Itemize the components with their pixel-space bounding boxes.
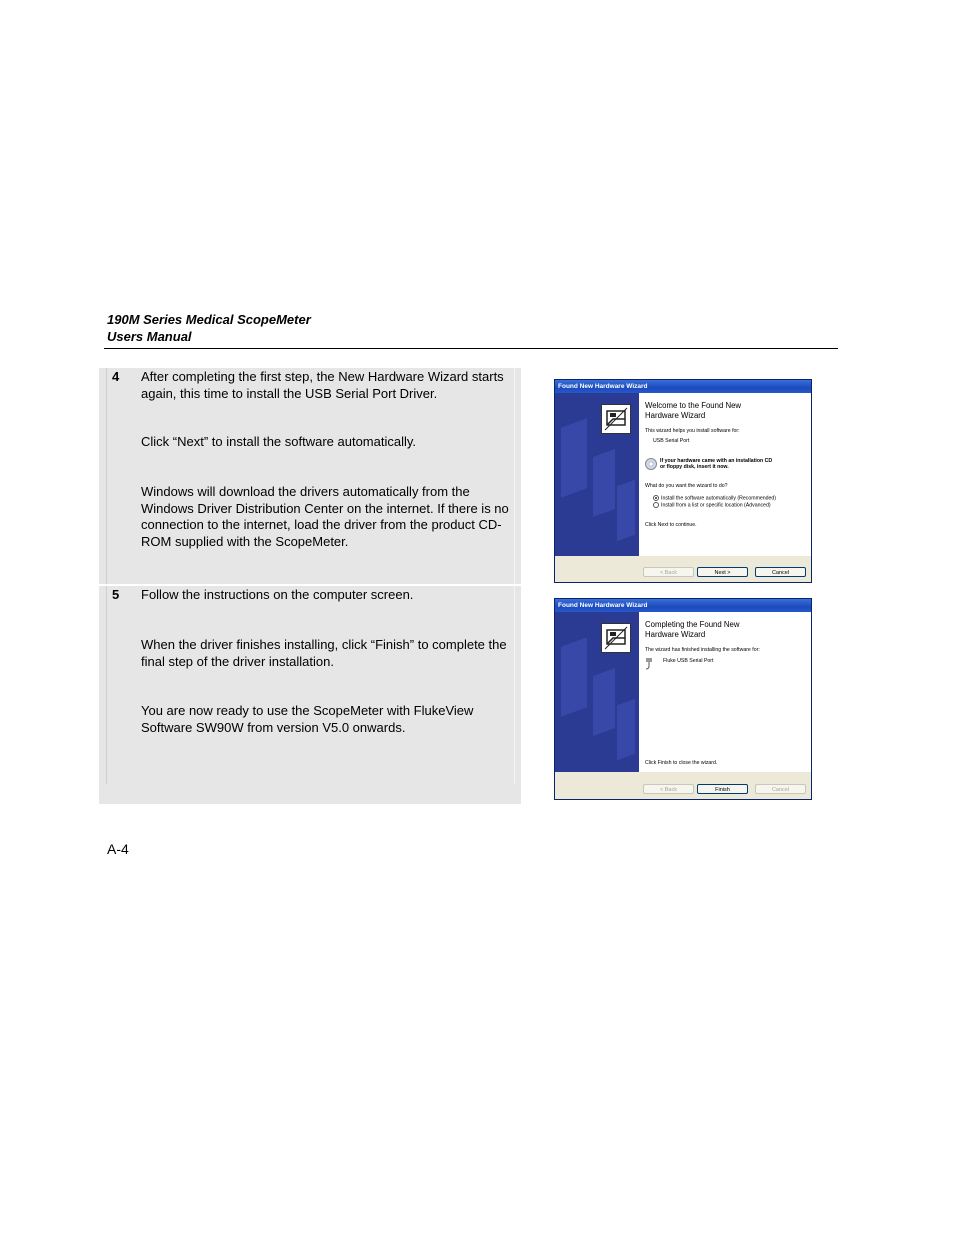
table-border (106, 368, 107, 584)
wizard-heading: Completing the Found New (645, 620, 740, 629)
finish-button[interactable]: Finish (697, 784, 748, 794)
step-paragraph: Windows will download the drivers automatically from the Windows Driver Distribution Center on the internet. If there is no connection to the internet, load the driver from the product CD-ROM supplied with the ScopeMeter. (141, 484, 509, 549)
wizard-text: The wizard has finished installing the software for: (645, 647, 760, 653)
step-paragraph: After completing the first step, the New Hardware Wizard starts again, this time to install the USB Serial Port Driver. (141, 369, 504, 401)
wizard-text: This wizard helps you install software for: (645, 428, 740, 434)
wizard-heading: Hardware Wizard (645, 630, 706, 639)
page-number: A-4 (107, 841, 129, 857)
cancel-button[interactable]: Cancel (755, 567, 806, 577)
manual-subtitle: Users Manual (107, 329, 192, 344)
wizard-sidebar-graphic (555, 393, 639, 556)
radio-unselected-icon (653, 502, 659, 508)
wizard-text: Click Next to continue. (645, 521, 697, 528)
manual-title: 190M Series Medical ScopeMeter (107, 312, 311, 327)
table-border (106, 586, 107, 784)
wizard-buttons (643, 784, 806, 794)
step-paragraph: Follow the instructions on the computer screen. (141, 587, 414, 602)
device-name: USB Serial Port (653, 438, 690, 444)
wizard-text: What do you want the wizard to do? (645, 483, 728, 489)
wizard-complete-window (554, 598, 812, 800)
cd-icon (645, 458, 657, 470)
radio-selected-icon (653, 495, 659, 501)
step-paragraph: When the driver finishes installing, click “Finish” to complete the final step of the driver installation. (141, 637, 507, 669)
wizard-heading: Welcome to the Found New (645, 401, 742, 410)
step-number: 5 (112, 587, 120, 602)
usb-plug-icon (645, 658, 653, 668)
hardware-icon (601, 404, 631, 434)
wizard-body (555, 612, 811, 772)
radio-install-automatic[interactable]: Install the software automatically (Recommended) (653, 495, 805, 502)
wizard-text: If your hardware came with an installation CD (660, 458, 773, 464)
wizard-text: Click Finish to close the wizard. (645, 760, 718, 766)
window-titlebar: Found New Hardware Wizard (555, 599, 811, 612)
next-button[interactable]: Next > (697, 567, 748, 577)
step-paragraph: Click “Next” to install the software automatically. (141, 434, 417, 449)
step-separator (99, 584, 521, 586)
radio-install-from-list[interactable]: Install from a list or specific location (Advanced) (653, 502, 805, 509)
wizard-content (645, 620, 805, 767)
wizard-heading: Hardware Wizard (645, 411, 706, 420)
device-name: Fluke USB Serial Port (663, 658, 714, 664)
wizard-buttons (643, 567, 806, 577)
wizard-sidebar-graphic (555, 612, 639, 772)
wizard-content (645, 401, 805, 529)
hardware-icon (601, 623, 631, 653)
table-border (514, 586, 515, 784)
cancel-button[interactable]: Cancel (755, 784, 806, 794)
header-rule (104, 348, 838, 349)
step-paragraph: You are now ready to use the ScopeMeter with FlukeView Software SW90W from version V5.0 onwards. (141, 703, 474, 735)
step-number: 4 (112, 369, 120, 384)
window-titlebar: Found New Hardware Wizard (555, 380, 811, 393)
back-button[interactable]: < Back (643, 784, 694, 794)
wizard-body (555, 393, 811, 556)
wizard-text: or floppy disk, insert it now. (660, 464, 729, 470)
back-button[interactable]: < Back (643, 567, 694, 577)
wizard-welcome-window (554, 379, 812, 583)
